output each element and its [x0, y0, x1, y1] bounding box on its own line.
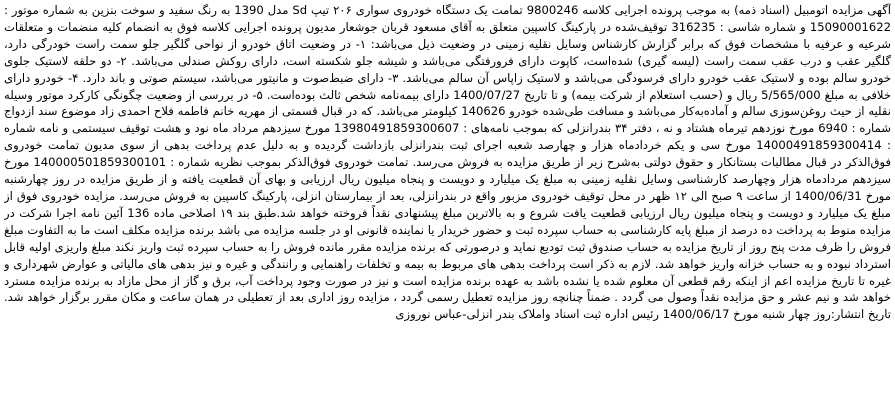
auction-notice-body	[4, 2, 891, 409]
auction-notice-text: آگهی مزایده اتومبیل (اسناد ذمه) به موجب پرونده اجرایی کلاسه 9800246 تمامت یک دستگاه خودروی سواری ۲۰۶ تیپ Sd مدل 1390 به رنگ سفید و سوخت بنزین به شماره موتور : 15090001622 و شماره شاسی : 316235 توقیف‌شده در پارکینگ کاسپین متعلق به آقای مسعود قربان جوشعار مدیون پرونده اجرایی کلاسه فوق به انضمام کلیه منضمات و متعلقات شرعیه و عرفیه با مشخصات فوق که برابر گزارش کارشناس وسایل نقلیه زمینی در وضعیت ذیل می‌باشد: ۱- در وضعیت اتاق خودرو از نواحی گلگیر جلو سمت راست خودرگی دارد، گلگیر عقب و درب عقب سمت راست (لیسه گیری) شده‌است، کاپوت دارای فرورفتگی می‌باشد و شیشه جلو شکسته است، دارای روکش صندلی می‌باشد. ۲- دو حلقه لاستیک جلوی خودرو سالم بوده و لاستیک عقب خودرو دارای فرسودگی می‌باشد و لاستیک زاپاس آن سالم می‌باشد. ۳- دارای ضبط‌صوت و مانیتور می‌باشد، سیستم صوتی و باند دارد. ۴- خودرو دارای خلافی به مبلغ 5/565/000 ریال و (حسب استعلام از شرکت بیمه) و تا تاریخ 1400/07/27 دارای بیمه‌نامه شخص ثالث بوده‌است. ۵- در بررسی از وضعیت چگونگی کارکرد موتور وسیله نقلیه از حیث روغن‌سوزی سالم و آماده‌به‌کار می‌باشد و مسافت طی‌شده خودرو 140626 کیلومتر می‌باشد. که در قبال قسمتی از مهریه خانم فاطمه فلاح احمدی زاد موضوع سند ازدواج شماره : 6940 مورخ نوزدهم تیرماه هشتاد و نه ، دفتر ۳۴ بندرانزلی که بموجب نامه‌های : 13980491859300607 مورخ سیزدهم مرداد ماه نود و هشت توقیف سیستمی و نامه شماره : 14000491859300414 مورخ سی و یکم خردادماه هزار و چهارصد شعبه اجرای ثبت بندرانزلی بازداشت گردیده و به دلیل عدم پرداخت بدهی از سوی مدیون تمامت خودروی فوق‌الذکر در قبال مطالبات بستانکار و حقوق دولتی به‌شرح زیر از طریق مزایده به فروش می‌رسد. تمامت خودروی فوق‌الذکر بموجب نظریه شماره : 140000501859300101 مورخ سیزدهم مردادماه هزار وچهارصد کارشناسی وسایل نقلیه زمینی به مبلغ یک میلیارد و دویست و پنجاه میلیون ریال ارزیابی و بهای آن قطعیت یافته و از طریق مزایده در روز چهارشنبه مورخ 1400/06/31 از ساعت ۹ صبح الی ۱۲ ظهر در محل توقیف خودروی مزبور واقع در بندرانزلی، بعد از بیمارستان انزلی، پارکینگ کاسپین به فروش می‌رسد. مزایده خودروی فوق از مبلغ یک میلیارد و دویست و پنجاه میلیون ریال ارزیابی قطعیت یافت شروع و به بالاترین مبلغ پیشنهادی نقداً فروخته خواهد شد.طبق بند ۱۹ اصلاحی ماده 136 آئین نامه اجرا شرکت در مزایده منوط به پرداخت ده درصد از مبلغ پایه کارشناسی به حساب سپرده ثبت و حضور خریدار یا نماینده قانونی او در جلسه مزایده می باشد برنده مزایده مکلف است ما به التفاوت مبلغ فروش را ظرف مدت پنج روز از تاریخ مزایده به حساب صندوق ثبت تودیع نماید و درصورتی که برنده مزایده مقرر مانده فروش را به حساب سپرده ثبت واریز نکند مبلغ واریزی اولیه قابل استرداد نبوده و به حساب خزانه واریز خواهد شد. لازم به ذکر است پرداخت بدهی های مربوط به بیمه و تخلفات راهنمایی و رانندگی و غیره و نیز بدهی های مالیاتی و عوارض شهرداری و غیره تا تاریخ مزایده اعم از اینکه رقم قطعی آن معلوم شده یا نشده باشد به عهده برنده مزایده است و نیز در صورت وجود پرداخت آب، برق و گاز از محل مازاد به برنده مزایده مسترد خواهد شد و نیم عشر و حق مزایده نقداً وصول می گردد . ضمناً چنانچه روز مزایده تعطیل رسمی گردد ، مزایده روز اداری بعد از تعطیلی در همان ساعت و مکان مقرر برگزار خواهد شد. تاریخ انتشار:روز چهار شنبه مورخ 1400/06/17 رئیس اداره ثبت اسناد واملاک بندر انزلی-عباس نوروزی	[4, 3, 891, 322]
